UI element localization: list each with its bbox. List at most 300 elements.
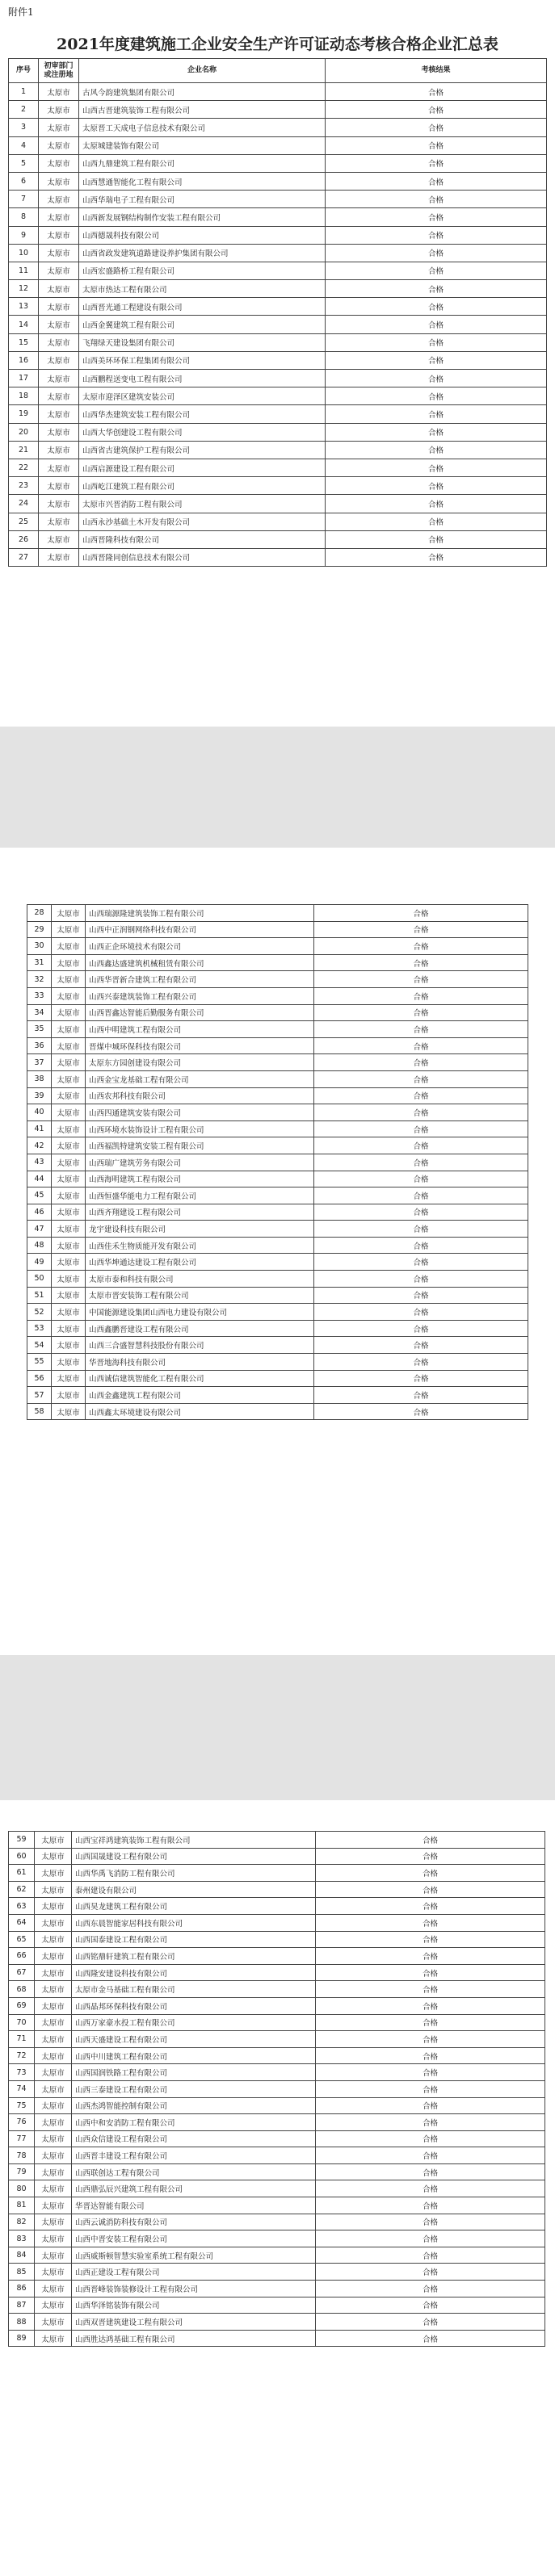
row-company-name: 古风今韵建筑集团有限公司: [79, 83, 326, 101]
table-row: [9, 208, 547, 226]
table-row: [27, 1171, 528, 1187]
row-company-name: 中国能源建设集团山西电力建设有限公司: [86, 1304, 314, 1321]
row-result: 合格: [326, 387, 547, 405]
row-result: 合格: [326, 513, 547, 530]
company-table-page-1: [8, 58, 547, 567]
row-company-name: 太原市热达工程有限公司: [79, 280, 326, 298]
row-number: 53: [27, 1320, 52, 1337]
table-row: [9, 1898, 545, 1915]
row-dept: 太原市: [39, 136, 79, 154]
row-result: 合格: [326, 226, 547, 244]
row-company-name: 山西天盛建设工程有限公司: [72, 2031, 316, 2048]
row-dept: 太原市: [52, 987, 86, 1004]
row-dept: 太原市: [39, 101, 79, 119]
row-result: 合格: [316, 2163, 545, 2180]
row-result: 合格: [316, 2114, 545, 2131]
row-number: 43: [27, 1154, 52, 1171]
row-result: 合格: [314, 1320, 528, 1337]
row-result: 合格: [326, 495, 547, 513]
table-row: [9, 423, 547, 441]
row-result: 合格: [326, 298, 547, 316]
company-table-page-2: [27, 904, 528, 1420]
row-company-name: 山西铭鼎轩建筑工程有限公司: [72, 1948, 316, 1965]
row-dept: 太原市: [52, 1287, 86, 1304]
row-result: 合格: [314, 1254, 528, 1271]
row-result: 合格: [314, 1370, 528, 1387]
row-dept: 太原市: [52, 1120, 86, 1137]
table-row: [9, 2014, 545, 2031]
row-dept: 太原市: [35, 2080, 72, 2097]
row-dept: 太原市: [35, 2031, 72, 2048]
row-number: 33: [27, 987, 52, 1004]
row-number: 78: [9, 2147, 35, 2164]
header-seq: 序号: [9, 59, 39, 83]
row-company-name: 山西三泰建设工程有限公司: [72, 2080, 316, 2097]
row-dept: 太原市: [35, 1848, 72, 1865]
row-dept: 太原市: [35, 2230, 72, 2247]
row-result: 合格: [314, 954, 528, 971]
row-result: 合格: [316, 1865, 545, 1882]
table-row: [9, 83, 547, 101]
row-number: 69: [9, 1997, 35, 2014]
row-company-name: 山西晋隆科技有限公司: [79, 530, 326, 548]
row-number: 24: [9, 495, 39, 513]
row-dept: 太原市: [52, 1004, 86, 1021]
row-result: 合格: [314, 971, 528, 988]
row-dept: 太原市: [52, 1271, 86, 1288]
company-table-page-3: [8, 1831, 545, 2347]
row-company-name: 太原晋工天成电子信息技术有限公司: [79, 119, 326, 136]
row-number: 87: [9, 2297, 35, 2314]
row-number: 72: [9, 2047, 35, 2064]
table-row: [9, 2230, 545, 2247]
row-dept: 太原市: [39, 280, 79, 298]
row-company-name: 山西中正润钢网络科技有限公司: [86, 921, 314, 938]
table-row: [9, 119, 547, 136]
row-company-name: 山西宝祥鸿建筑装饰工程有限公司: [72, 1832, 316, 1849]
row-company-name: 山西华瑞电子工程有限公司: [79, 191, 326, 208]
row-dept: 太原市: [39, 191, 79, 208]
row-number: 19: [9, 405, 39, 423]
row-number: 71: [9, 2031, 35, 2048]
table-row: [27, 1154, 528, 1171]
row-company-name: 太原市泰和科技有限公司: [86, 1271, 314, 1288]
row-result: 合格: [314, 1120, 528, 1137]
row-dept: 太原市: [35, 2114, 72, 2131]
row-company-name: 山西晋峰装饰装修设计工程有限公司: [72, 2281, 316, 2297]
row-number: 22: [9, 459, 39, 476]
row-company-name: 泰州建设有限公司: [72, 1881, 316, 1898]
table-row: [27, 1387, 528, 1404]
row-company-name: 山西中川建筑工程有限公司: [72, 2047, 316, 2064]
table-row: [9, 1832, 545, 1849]
row-company-name: 太原市兴晋消防工程有限公司: [79, 495, 326, 513]
table-row: [9, 2064, 545, 2081]
row-number: 86: [9, 2281, 35, 2297]
table-row: [9, 2163, 545, 2180]
table-row: [27, 1037, 528, 1054]
table-row: [9, 191, 547, 208]
row-dept: 太原市: [52, 1320, 86, 1337]
row-company-name: 山西大华创建设工程有限公司: [79, 423, 326, 441]
row-dept: 太原市: [35, 1914, 72, 1931]
row-dept: 太原市: [52, 1370, 86, 1387]
row-result: 合格: [316, 2180, 545, 2197]
row-dept: 太原市: [39, 405, 79, 423]
row-company-name: 山西正企环境技术有限公司: [86, 938, 314, 955]
row-result: 合格: [316, 1914, 545, 1931]
row-result: 合格: [316, 2197, 545, 2214]
row-dept: 太原市: [35, 2097, 72, 2114]
row-company-name: 山西云诚消防科技有限公司: [72, 2214, 316, 2230]
row-number: 21: [9, 441, 39, 459]
row-result: 合格: [326, 351, 547, 369]
row-company-name: 山西昊龙建筑工程有限公司: [72, 1898, 316, 1915]
row-number: 82: [9, 2214, 35, 2230]
table-row: [9, 2247, 545, 2264]
row-dept: 太原市: [39, 316, 79, 333]
table-row: [9, 351, 547, 369]
row-result: 合格: [316, 2031, 545, 2048]
row-number: 7: [9, 191, 39, 208]
row-company-name: 山西美环环保工程集团有限公司: [79, 351, 326, 369]
row-number: 6: [9, 172, 39, 190]
row-number: 11: [9, 262, 39, 279]
row-result: 合格: [316, 2080, 545, 2097]
row-dept: 太原市: [35, 1948, 72, 1965]
table-row: [27, 971, 528, 988]
row-number: 67: [9, 1964, 35, 1981]
row-dept: 太原市: [35, 1881, 72, 1898]
row-dept: 太原市: [52, 1171, 86, 1187]
row-number: 3: [9, 119, 39, 136]
row-company-name: 山西胜达鸿基础工程有限公司: [72, 2330, 316, 2347]
row-number: 60: [9, 1848, 35, 1865]
row-company-name: 飞翔绿天建设集团有限公司: [79, 333, 326, 351]
table-row: [27, 1271, 528, 1288]
row-company-name: 山西慧通智能化工程有限公司: [79, 172, 326, 190]
document-page-2: [0, 848, 555, 1655]
header-result: 考核结果: [326, 59, 547, 83]
table-row: [9, 459, 547, 476]
row-dept: 太原市: [52, 1387, 86, 1404]
table-row: [27, 1403, 528, 1420]
row-company-name: 山西金鑫建筑工程有限公司: [86, 1387, 314, 1404]
row-result: 合格: [326, 208, 547, 226]
row-dept: 太原市: [35, 2281, 72, 2297]
row-result: 合格: [316, 1881, 545, 1898]
row-result: 合格: [326, 423, 547, 441]
row-result: 合格: [316, 2014, 545, 2031]
row-result: 合格: [326, 530, 547, 548]
row-company-name: 山西鑫太环境建设有限公司: [86, 1403, 314, 1420]
table-row: [9, 2180, 545, 2197]
table-row: [27, 1104, 528, 1121]
row-dept: 太原市: [52, 1154, 86, 1171]
page-gap-2: [0, 1655, 555, 1800]
row-company-name: 山西兴泰建筑装饰工程有限公司: [86, 987, 314, 1004]
row-dept: 太原市: [52, 905, 86, 922]
row-dept: 太原市: [35, 1981, 72, 1998]
row-company-name: 山西瑞源隆建筑装饰工程有限公司: [86, 905, 314, 922]
row-number: 64: [9, 1914, 35, 1931]
table-row: [9, 2114, 545, 2131]
table-row: [9, 244, 547, 262]
table-row: [9, 1997, 545, 2014]
row-number: 2: [9, 101, 39, 119]
row-result: 合格: [326, 244, 547, 262]
table-row: [9, 298, 547, 316]
row-result: 合格: [326, 101, 547, 119]
row-number: 50: [27, 1271, 52, 1288]
row-result: 合格: [314, 987, 528, 1004]
row-dept: 太原市: [39, 226, 79, 244]
row-number: 42: [27, 1137, 52, 1154]
row-company-name: 太原东方园创建设有限公司: [86, 1054, 314, 1071]
row-number: 51: [27, 1287, 52, 1304]
row-company-name: 山西省政发建筑道路建设养护集团有限公司: [79, 244, 326, 262]
table-row: [9, 1931, 545, 1948]
row-number: 85: [9, 2264, 35, 2281]
table-row: [9, 1948, 545, 1965]
table-row: [27, 954, 528, 971]
row-dept: 太原市: [39, 172, 79, 190]
row-company-name: 山西鑫达盛建筑机械租赁有限公司: [86, 954, 314, 971]
row-result: 合格: [326, 459, 547, 476]
table-row: [9, 387, 547, 405]
row-number: 66: [9, 1948, 35, 1965]
row-result: 合格: [316, 1997, 545, 2014]
row-number: 1: [9, 83, 39, 101]
row-company-name: 山西华禹飞消防工程有限公司: [72, 1865, 316, 1882]
row-result: 合格: [316, 2230, 545, 2247]
row-company-name: 龙宇建设科技有限公司: [86, 1221, 314, 1238]
row-company-name: 山西省古建筑保护工程有限公司: [79, 441, 326, 459]
row-company-name: 山西晋光通工程建设有限公司: [79, 298, 326, 316]
row-company-name: 山西齐翔建设工程有限公司: [86, 1204, 314, 1221]
row-number: 20: [9, 423, 39, 441]
row-number: 26: [9, 530, 39, 548]
row-number: 4: [9, 136, 39, 154]
row-company-name: 山西屹江建筑工程有限公司: [79, 477, 326, 495]
row-result: 合格: [314, 1004, 528, 1021]
table-row: [27, 1254, 528, 1271]
row-company-name: 山西鑫鹏晋建设工程有限公司: [86, 1320, 314, 1337]
table-row: [9, 316, 547, 333]
row-number: 30: [27, 938, 52, 955]
row-number: 49: [27, 1254, 52, 1271]
row-number: 62: [9, 1881, 35, 1898]
row-dept: 太原市: [52, 971, 86, 988]
row-dept: 太原市: [39, 530, 79, 548]
row-dept: 太原市: [35, 2180, 72, 2197]
row-number: 5: [9, 154, 39, 172]
row-company-name: 华晋达智能有限公司: [72, 2197, 316, 2214]
row-result: 合格: [326, 83, 547, 101]
row-number: 76: [9, 2114, 35, 2131]
row-dept: 太原市: [39, 262, 79, 279]
row-number: 57: [27, 1387, 52, 1404]
row-result: 合格: [326, 316, 547, 333]
row-company-name: 山西三合盛智慧科技股份有限公司: [86, 1337, 314, 1354]
table-row: [9, 101, 547, 119]
header-dept: 初审部门 或注册地: [39, 59, 79, 83]
row-company-name: 山西诚信建筑智能化工程有限公司: [86, 1370, 314, 1387]
row-result: 合格: [316, 1948, 545, 1965]
row-number: 32: [27, 971, 52, 988]
table-row: [27, 1320, 528, 1337]
row-company-name: 太原市迎泽区建筑安装公司: [79, 387, 326, 405]
table-row: [27, 987, 528, 1004]
row-dept: 太原市: [52, 1204, 86, 1221]
row-company-name: 山西福凯特建筑安装工程有限公司: [86, 1137, 314, 1154]
row-dept: 太原市: [52, 938, 86, 955]
row-number: 74: [9, 2080, 35, 2097]
table-row: [9, 172, 547, 190]
table-row: [9, 513, 547, 530]
row-result: 合格: [326, 154, 547, 172]
table-row: [9, 2264, 545, 2281]
table-row: [9, 530, 547, 548]
table-row: [9, 2297, 545, 2314]
row-number: 25: [9, 513, 39, 530]
row-dept: 太原市: [39, 423, 79, 441]
row-number: 29: [27, 921, 52, 938]
row-result: 合格: [316, 2214, 545, 2230]
row-number: 48: [27, 1237, 52, 1254]
row-number: 14: [9, 316, 39, 333]
row-company-name: 山西古晋建筑装饰工程有限公司: [79, 101, 326, 119]
table-row: [9, 2214, 545, 2230]
row-result: 合格: [326, 477, 547, 495]
row-company-name: 山西众信建设工程有限公司: [72, 2130, 316, 2147]
row-company-name: 山西九鼎建筑工程有限公司: [79, 154, 326, 172]
row-result: 合格: [326, 405, 547, 423]
row-company-name: 山西华杰建筑安装工程有限公司: [79, 405, 326, 423]
row-result: 合格: [316, 2147, 545, 2164]
row-result: 合格: [316, 2264, 545, 2281]
row-dept: 太原市: [35, 1931, 72, 1948]
row-company-name: 华晋地海科技有限公司: [86, 1354, 314, 1371]
row-number: 9: [9, 226, 39, 244]
row-result: 合格: [326, 333, 547, 351]
row-company-name: 山西东晨智能家居科技有限公司: [72, 1914, 316, 1931]
table-row: [9, 2330, 545, 2347]
row-result: 合格: [326, 119, 547, 136]
row-number: 68: [9, 1981, 35, 1998]
row-dept: 太原市: [52, 1221, 86, 1238]
row-dept: 太原市: [52, 1021, 86, 1038]
table-row: [9, 495, 547, 513]
row-company-name: 山西鼎弘辰兴建筑工程有限公司: [72, 2180, 316, 2197]
row-number: 47: [27, 1221, 52, 1238]
row-number: 17: [9, 370, 39, 387]
row-dept: 太原市: [52, 1304, 86, 1321]
row-result: 合格: [314, 1054, 528, 1071]
table-row: [9, 1865, 545, 1882]
row-result: 合格: [314, 1204, 528, 1221]
row-company-name: 山西金宝龙基础工程有限公司: [86, 1070, 314, 1087]
table-row: [27, 1120, 528, 1137]
table-row: [27, 1187, 528, 1204]
row-result: 合格: [316, 1981, 545, 1998]
row-company-name: 山西中晋安装工程有限公司: [72, 2230, 316, 2247]
row-result: 合格: [314, 1271, 528, 1288]
row-company-name: 山西晋隆同创信息技术有限公司: [79, 548, 326, 566]
row-result: 合格: [314, 1187, 528, 1204]
row-company-name: 太原市金马基础工程有限公司: [72, 1981, 316, 1998]
row-number: 41: [27, 1120, 52, 1137]
table-row: [9, 441, 547, 459]
row-dept: 太原市: [35, 2330, 72, 2347]
row-number: 55: [27, 1354, 52, 1371]
row-result: 合格: [326, 191, 547, 208]
row-result: 合格: [316, 1964, 545, 1981]
row-result: 合格: [314, 1337, 528, 1354]
row-result: 合格: [314, 1287, 528, 1304]
row-dept: 太原市: [35, 2314, 72, 2331]
table-row: [27, 1354, 528, 1371]
row-result: 合格: [314, 1171, 528, 1187]
document-page-1: [0, 0, 555, 727]
row-result: 合格: [326, 548, 547, 566]
table-row: [27, 1021, 528, 1038]
row-company-name: 山西威斯顿智慧实验室系统工程有限公司: [72, 2247, 316, 2264]
row-number: 10: [9, 244, 39, 262]
row-result: 合格: [314, 1354, 528, 1371]
row-number: 8: [9, 208, 39, 226]
row-number: 54: [27, 1337, 52, 1354]
table-row: [27, 1237, 528, 1254]
row-number: 46: [27, 1204, 52, 1221]
row-result: 合格: [326, 172, 547, 190]
row-company-name: 山西国晟建设工程有限公司: [72, 1848, 316, 1865]
table-row: [9, 2197, 545, 2214]
row-company-name: 山西瑞广建筑劳务有限公司: [86, 1154, 314, 1171]
row-result: 合格: [316, 1832, 545, 1849]
row-dept: 太原市: [52, 1187, 86, 1204]
row-number: 61: [9, 1865, 35, 1882]
row-company-name: 山西启源建设工程有限公司: [79, 459, 326, 476]
row-dept: 太原市: [52, 1137, 86, 1154]
row-result: 合格: [316, 2130, 545, 2147]
document-title: 2021年度建筑施工企业安全生产许可证动态考核合格企业汇总表: [57, 36, 498, 53]
header-name: 企业名称: [79, 59, 326, 83]
row-result: 合格: [314, 1104, 528, 1121]
row-dept: 太原市: [35, 2014, 72, 2031]
row-result: 合格: [314, 1087, 528, 1104]
row-result: 合格: [316, 2330, 545, 2347]
row-result: 合格: [314, 938, 528, 955]
row-result: 合格: [314, 1221, 528, 1238]
row-dept: 太原市: [39, 387, 79, 405]
row-dept: 太原市: [52, 1337, 86, 1354]
row-dept: 太原市: [35, 1865, 72, 1882]
row-dept: 太原市: [35, 2130, 72, 2147]
row-dept: 太原市: [52, 1054, 86, 1071]
table-row: [27, 905, 528, 922]
row-result: 合格: [314, 1154, 528, 1171]
row-dept: 太原市: [39, 513, 79, 530]
row-company-name: 山西宏盛路桥工程有限公司: [79, 262, 326, 279]
row-number: 15: [9, 333, 39, 351]
row-dept: 太原市: [35, 2214, 72, 2230]
row-result: 合格: [314, 1137, 528, 1154]
row-company-name: 山西晋鑫达智能后勤服务有限公司: [86, 1004, 314, 1021]
row-dept: 太原市: [35, 2163, 72, 2180]
row-company-name: 山西晋丰建设工程有限公司: [72, 2147, 316, 2164]
row-company-name: 山西农邦科技有限公司: [86, 1087, 314, 1104]
